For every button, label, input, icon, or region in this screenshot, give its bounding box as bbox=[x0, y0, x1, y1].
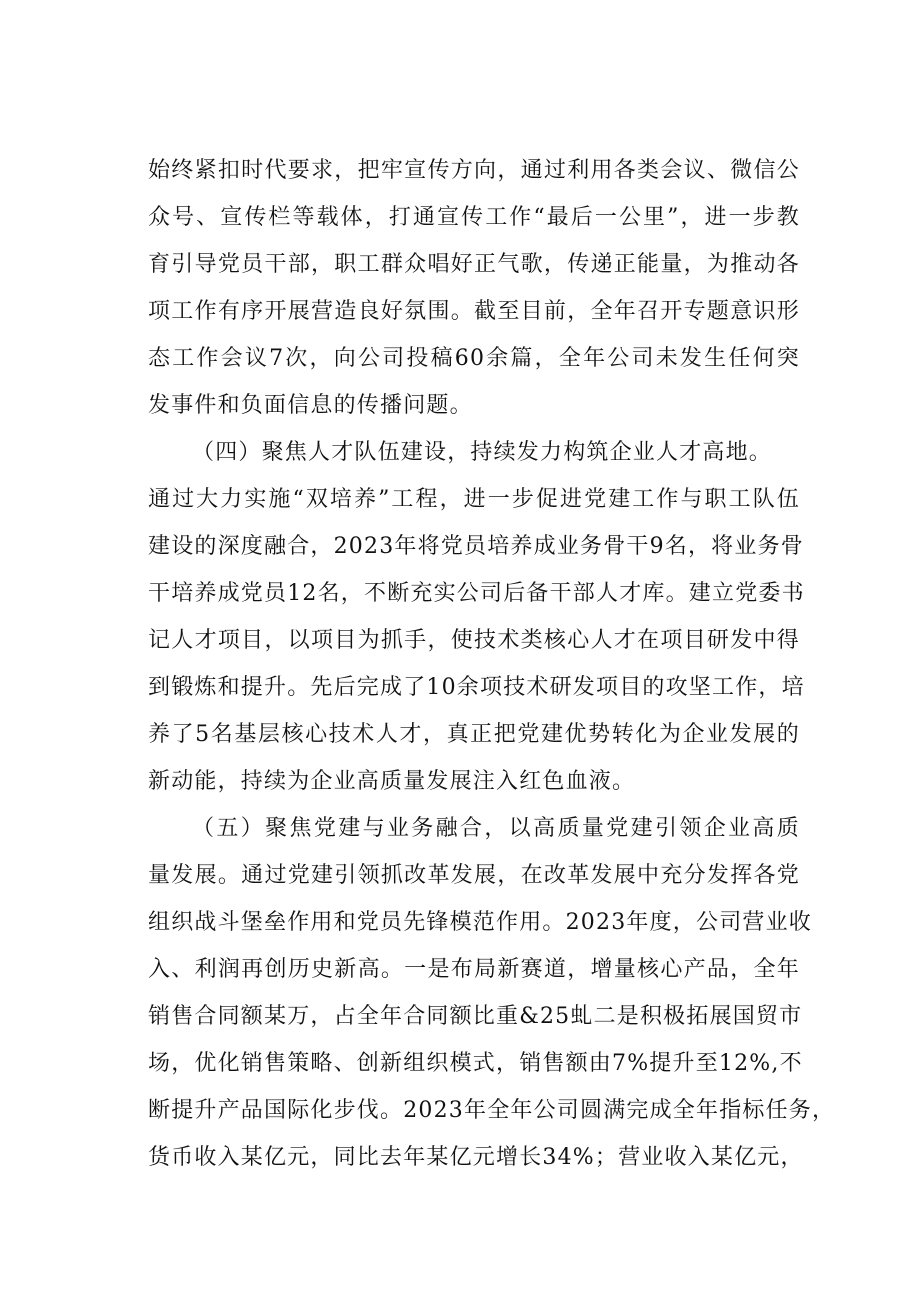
text-line: 育引导党员干部，职工群众唱好正气歌，传递正能量，为推动各 bbox=[148, 252, 800, 277]
text-line: 新动能，持续为企业高质量发展注入红色血液。 bbox=[148, 769, 636, 794]
section-heading-line: （四）聚焦人才队伍建设，持续发力构筑企业人才高地。 bbox=[192, 440, 773, 465]
text-line: 入、利润再创历史新高。一是布局新赛道，增量核心产品，全年 bbox=[148, 957, 800, 982]
text-line: 始终紧扣时代要求，把牢宣传方向，通过利用各类会议、微信公 bbox=[148, 158, 800, 183]
paragraph-propaganda-continuation bbox=[148, 147, 800, 429]
paragraph-section-five-integration bbox=[148, 805, 836, 1181]
document-body bbox=[148, 147, 836, 1181]
text-line: 销售合同额某万，占全年合同额比重&25虬二是积极拓展国贸市 bbox=[148, 1004, 803, 1029]
text-line: 场，优化销售策略、创新组织模式，销售额由7%提升至12%,不 bbox=[148, 1051, 803, 1076]
text-line: 干培养成党员12名，不断充实公司后备干部人才库。建立党委书 bbox=[148, 581, 805, 606]
text-line: 组织战斗堡垒作用和党员先锋模范作用。2023年度，公司营业收 bbox=[148, 910, 812, 935]
text-line: 建设的深度融合，2023年将党员培养成业务骨干9名，将业务骨 bbox=[148, 534, 804, 559]
text-line: 货币收入某亿元，同比去年某亿元增长34%；营业收入某亿元， bbox=[148, 1145, 804, 1170]
section-heading-line: （五）聚焦党建与业务融合，以高质量党建引领企业高质 bbox=[192, 816, 800, 841]
text-line: 项工作有序开展营造良好氛围。截至目前，全年召开专题意识形 bbox=[148, 299, 800, 324]
text-line: 养了5名基层核心技术人才，真正把党建优势转化为企业发展的 bbox=[148, 722, 800, 747]
text-line: 众号、宣传栏等载体，打通宣传工作“最后一公里”，进一步教 bbox=[148, 205, 800, 230]
text-line: 到锻炼和提升。先后完成了10余项技术研发项目的攻坚工作，培 bbox=[148, 675, 805, 700]
paragraph-section-four-talent bbox=[148, 429, 805, 805]
text-line: 断提升产品国际化步伐。2023年全年公司圆满完成全年指标任务， bbox=[148, 1098, 836, 1123]
text-line: 记人才项目，以项目为抓手，使技术类核心人才在项目研发中得 bbox=[148, 628, 800, 653]
text-line: 发事件和负面信息的传播问题。 bbox=[148, 393, 473, 418]
text-line: 通过大力实施“双培养”工程，进一步促进党建工作与职工队伍 bbox=[148, 487, 800, 512]
text-line: 态工作会议7次，向公司投稿60余篇，全年公司未发生任何突 bbox=[148, 346, 800, 371]
text-line: 量发展。通过党建引领抓改革发展，在改革发展中充分发挥各党 bbox=[148, 863, 800, 888]
